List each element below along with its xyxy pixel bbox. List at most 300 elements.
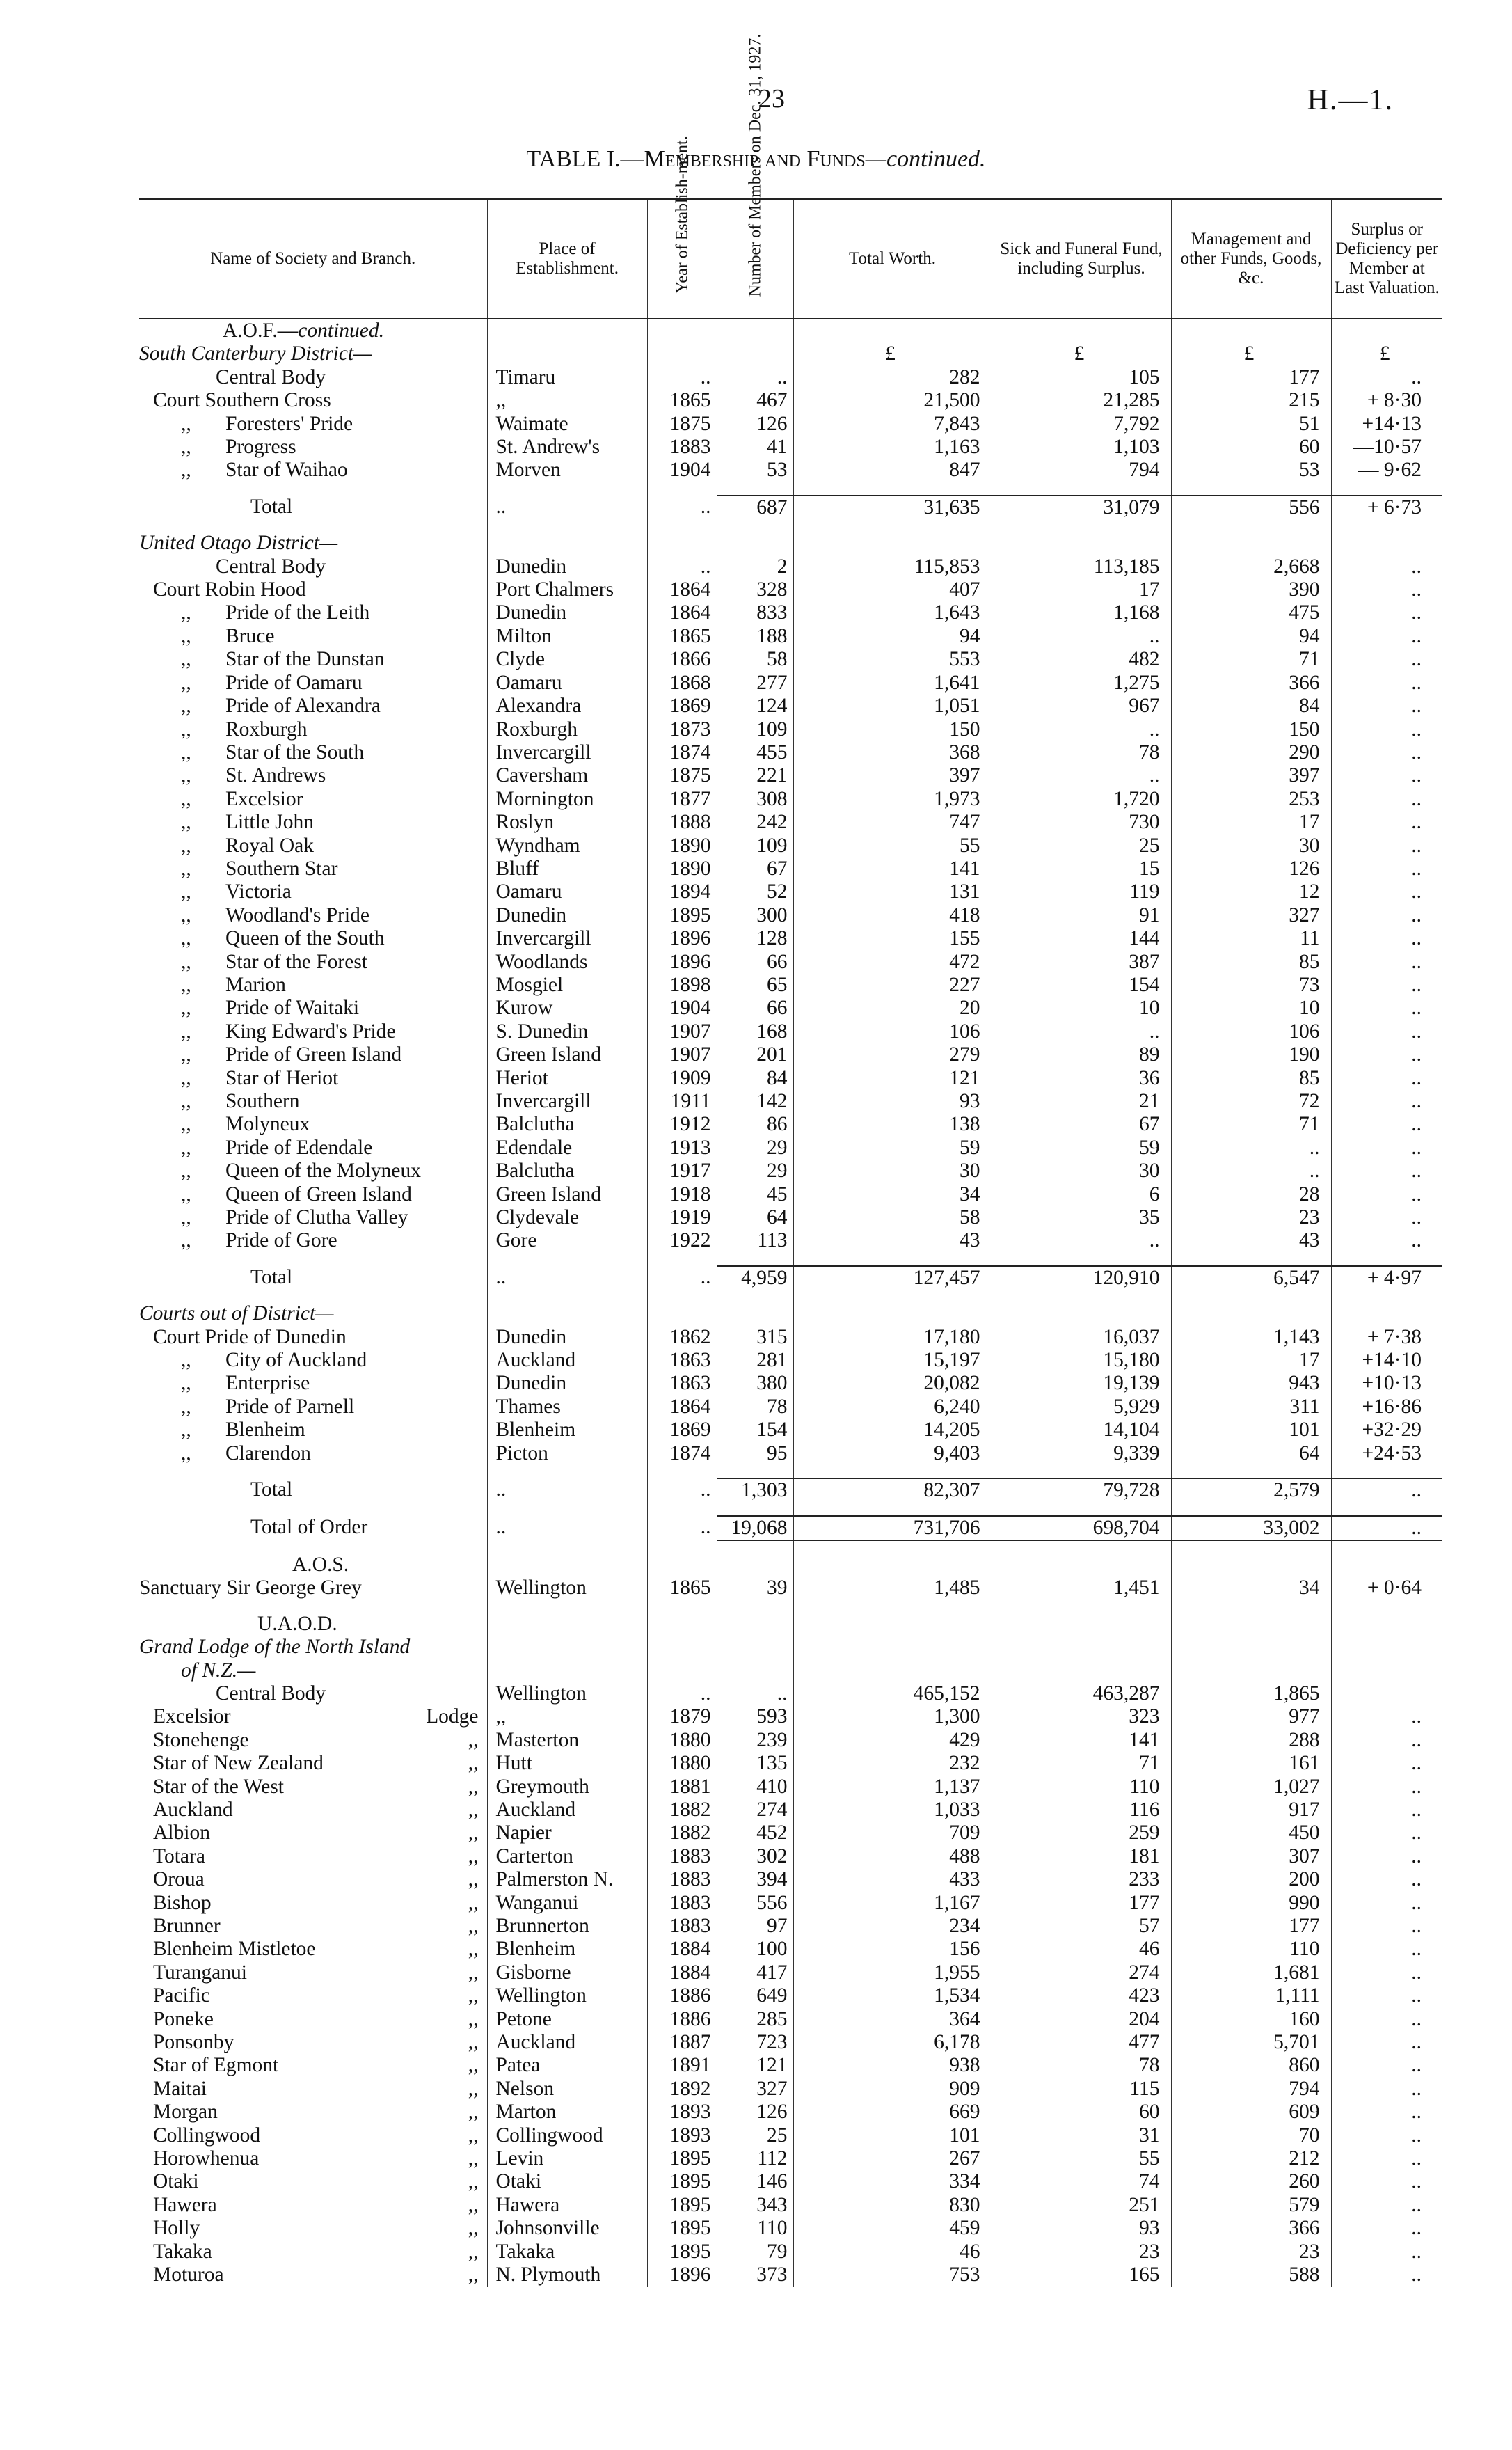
place-cell (487, 2240, 647, 2263)
mgmt-cell: 1,681 (1171, 1961, 1331, 1984)
place-cell (487, 366, 647, 389)
members-cell: 300 (717, 904, 793, 927)
year-cell: 1898 (647, 974, 717, 997)
uaod-heading-empty (717, 1613, 793, 1636)
mgmt-cell: 212 (1171, 2147, 1331, 2170)
sick-cell: 31 (992, 2124, 1171, 2147)
sick-cell: 78 (992, 2054, 1171, 2077)
mgmt-cell: 71 (1171, 1113, 1331, 1136)
year-cell: 1891 (647, 2054, 717, 2077)
table-row (139, 555, 1442, 578)
surplus-cell: .. (1331, 1206, 1442, 1229)
surplus-cell: .. (1331, 1067, 1442, 1090)
place-cell (487, 2124, 647, 2147)
mgmt-cell: 12 (1171, 880, 1331, 903)
worth-cell: 1,485 (793, 1576, 992, 1599)
worth-cell: 14,205 (793, 1418, 992, 1441)
branch-name (139, 880, 487, 903)
sick-cell: 59 (992, 1137, 1171, 1160)
worth-cell: 909 (793, 2078, 992, 2101)
surplus-cell: .. (1331, 1799, 1442, 1821)
spacer-cell (1171, 1600, 1331, 1613)
mgmt-cell: 10 (1171, 997, 1331, 1020)
year-cell: 1863 (647, 1349, 717, 1372)
branch-name-text: Takaka (153, 2240, 212, 2263)
surplus-cell: .. (1331, 1160, 1442, 1183)
spacer-cell (647, 1465, 717, 1478)
aof-heading-label: A.O.F.— (223, 319, 299, 342)
surplus-cell: .. (1331, 2008, 1442, 2031)
table-row (139, 672, 1442, 695)
mgmt-cell: 94 (1171, 625, 1331, 648)
table-row (139, 2124, 1442, 2147)
members-cell: 29 (717, 1137, 793, 1160)
place-text: Oamaru (495, 880, 562, 903)
spacer-cell (793, 1253, 992, 1266)
place-cell (487, 718, 647, 741)
place-text: .. (495, 1265, 507, 1288)
branch-name (139, 1113, 487, 1136)
place-text: Roslyn (495, 811, 555, 834)
aof-heading-text (139, 319, 487, 342)
year-cell: 1895 (647, 2147, 717, 2170)
surplus-cell: +24·53 (1331, 1442, 1442, 1465)
spacer-cell (1331, 1600, 1442, 1613)
worth-cell: 1,051 (793, 695, 992, 718)
sick-cell: 141 (992, 1729, 1171, 1752)
courts-out-heading-text (139, 1302, 487, 1325)
worth-cell: 488 (793, 1845, 992, 1868)
place-text: Port Chalmers (495, 578, 614, 601)
surplus-cell: .. (1331, 578, 1442, 601)
mgmt-cell: 70 (1171, 2124, 1331, 2147)
spacer-cell (139, 1540, 487, 1554)
branch-name (139, 2170, 487, 2193)
mgmt-cell: 579 (1171, 2194, 1331, 2217)
surplus-cell: .. (1331, 625, 1442, 648)
mgmt-cell: 64 (1171, 1442, 1331, 1465)
surplus-cell: .. (1331, 1090, 1442, 1113)
surplus-cell: + 6·73 (1331, 496, 1442, 519)
year-cell: 1864 (647, 578, 717, 601)
members-cell: 66 (717, 951, 793, 974)
members-cell: 556 (717, 1892, 793, 1915)
sick-cell: 1,451 (992, 1576, 1171, 1599)
surplus-cell: +10·13 (1331, 1372, 1442, 1395)
mgmt-cell: 327 (1171, 904, 1331, 927)
surplus-cell: .. (1331, 601, 1442, 624)
members-cell: .. (717, 366, 793, 389)
worth-cell: 127,457 (793, 1266, 992, 1290)
table-row (139, 1576, 1442, 1599)
branch-name-text: Collingwood (153, 2124, 261, 2147)
mgmt-cell: 28 (1171, 1183, 1331, 1206)
aof-heading-empty (717, 319, 793, 342)
branch-name (139, 1266, 487, 1290)
table-row (139, 974, 1442, 997)
spacer-row (139, 1465, 1442, 1478)
place-text: Alexandra (495, 695, 582, 718)
place-text: Blenheim (495, 1938, 576, 1961)
worth-cell: 368 (793, 741, 992, 764)
surplus-cell: .. (1331, 741, 1442, 764)
members-cell: 29 (717, 1160, 793, 1183)
place-text: .. (495, 1515, 507, 1538)
spacer-cell (717, 1503, 793, 1516)
lodge-label: ,, (468, 2101, 479, 2124)
place-text: Wyndham (495, 834, 580, 857)
ditto-mark: ,, (181, 648, 191, 671)
aos-heading-empty (487, 1554, 647, 1576)
mgmt-cell: 23 (1171, 2240, 1331, 2263)
worth-cell: 156 (793, 1938, 992, 1961)
ditto-mark: ,, (181, 1160, 191, 1183)
mgmt-cell: 177 (1171, 366, 1331, 389)
place-cell (487, 880, 647, 903)
year-cell: 1918 (647, 1183, 717, 1206)
year-cell: 1883 (647, 1915, 717, 1938)
year-cell: 1874 (647, 1442, 717, 1465)
sick-cell: 57 (992, 1915, 1171, 1938)
year-cell: 1882 (647, 1799, 717, 1821)
header-members-text: Number of Members on Dec. 31, 1927. (746, 33, 764, 297)
mgmt-cell: 1,865 (1171, 1682, 1331, 1705)
mgmt-cell: 288 (1171, 1729, 1331, 1752)
place-text: Wellington (495, 1984, 587, 2007)
place-cell (487, 459, 647, 482)
table-row (139, 1206, 1442, 1229)
place-cell (487, 835, 647, 858)
branch-name (139, 904, 487, 927)
members-cell: 146 (717, 2170, 793, 2193)
lodge-label: ,, (468, 2124, 479, 2147)
spacer-cell (139, 1253, 487, 1266)
branch-name (139, 578, 487, 601)
year-cell: 1896 (647, 927, 717, 950)
worth-cell: 101 (793, 2124, 992, 2147)
place-text: Wellington (495, 1576, 587, 1599)
sick-cell: 91 (992, 904, 1171, 927)
members-cell: 274 (717, 1799, 793, 1821)
surplus-cell: .. (1331, 366, 1442, 389)
spacer-cell (992, 1600, 1171, 1613)
ditto-mark: ,, (181, 741, 191, 764)
members-cell: 285 (717, 2008, 793, 2031)
place-text: Auckland (495, 1349, 576, 1372)
place-text: ,, (495, 1705, 507, 1728)
surplus-cell: +16·86 (1331, 1396, 1442, 1418)
members-cell: 97 (717, 1915, 793, 1938)
place-cell (487, 1682, 647, 1705)
members-cell: 328 (717, 578, 793, 601)
year-cell: 1883 (647, 1868, 717, 1891)
worth-cell: 1,167 (793, 1892, 992, 1915)
ditto-mark: ,, (181, 671, 191, 694)
surplus-cell: .. (1331, 1705, 1442, 1728)
spacer-cell (1331, 1540, 1442, 1554)
sick-cell: 9,339 (992, 1442, 1171, 1465)
year-cell: 1895 (647, 2240, 717, 2263)
spacer-cell (717, 1290, 793, 1302)
place-cell (487, 2101, 647, 2124)
members-cell: 4,959 (717, 1266, 793, 1290)
sick-cell: 23 (992, 2240, 1171, 2263)
spacer-row (139, 519, 1442, 532)
grand-lodge-heading-2-empty (1331, 1659, 1442, 1682)
place-cell (487, 1229, 647, 1252)
branch-name-text: Star of Waihao (225, 459, 348, 482)
year-cell: .. (647, 366, 717, 389)
spacer-cell (139, 1600, 487, 1613)
branch-name (139, 389, 487, 412)
spacer-cell (1331, 482, 1442, 496)
year-cell: 1862 (647, 1326, 717, 1349)
spacer-cell (1171, 1290, 1331, 1302)
surplus-cell: .. (1331, 2031, 1442, 2054)
table-row (139, 648, 1442, 671)
mgmt-cell: .. (1171, 1160, 1331, 1183)
place-cell (487, 648, 647, 671)
place-text: Balclutha (495, 1160, 575, 1183)
branch-name (139, 1067, 487, 1090)
mgmt-cell: 72 (1171, 1090, 1331, 1113)
united-otago-heading (139, 532, 1442, 555)
table-row (139, 1845, 1442, 1868)
lodge-label: ,, (468, 1938, 479, 1961)
worth-cell: 1,033 (793, 1799, 992, 1821)
year-cell: 1895 (647, 2194, 717, 2217)
members-cell: 142 (717, 1090, 793, 1113)
branch-name (139, 695, 487, 718)
branch-name (139, 459, 487, 482)
members-cell: 417 (717, 1961, 793, 1984)
united-otago-heading-empty (992, 532, 1171, 555)
place-cell (487, 1776, 647, 1799)
worth-cell: 227 (793, 974, 992, 997)
branch-name (139, 1183, 487, 1206)
surplus-cell: .. (1331, 648, 1442, 671)
year-cell: .. (647, 555, 717, 578)
year-cell: 1875 (647, 413, 717, 436)
ditto-mark: ,, (181, 601, 191, 624)
surplus-cell: .. (1331, 1892, 1442, 1915)
worth-cell: 830 (793, 2194, 992, 2217)
sick-cell: 967 (992, 695, 1171, 718)
place-text: Invercargill (495, 1090, 591, 1112)
branch-name-text: Pride of the Leith (225, 601, 370, 624)
worth-cell: 472 (793, 951, 992, 974)
surplus-cell: .. (1331, 2078, 1442, 2101)
mgmt-cell: 84 (1171, 695, 1331, 718)
branch-name-text: Poneke (153, 2007, 214, 2030)
header-surplus: Surplus or Deficiency per Member at Last Valuation. (1331, 199, 1442, 319)
mgmt-cell: 2,668 (1171, 555, 1331, 578)
spacer-cell (487, 482, 647, 496)
surplus-cell: .. (1331, 1821, 1442, 1844)
spacer-cell (992, 1465, 1171, 1478)
members-cell: 302 (717, 1845, 793, 1868)
branch-name-text: Pride of Green Island (225, 1043, 402, 1066)
worth-cell: 9,403 (793, 1442, 992, 1465)
currency-surplus: £ (1331, 342, 1442, 365)
spacer-cell (1171, 1253, 1331, 1266)
surplus-cell (1331, 1682, 1442, 1705)
sick-cell: .. (992, 1020, 1171, 1043)
place-cell (487, 1705, 647, 1728)
lodge-label: ,, (468, 2031, 479, 2054)
members-cell: 343 (717, 2194, 793, 2217)
lodge-label: ,, (468, 1984, 479, 2007)
year-cell: 1882 (647, 1821, 717, 1844)
members-cell: 687 (717, 496, 793, 519)
grand-lodge-heading-empty (647, 1636, 717, 1659)
ditto-mark: ,, (181, 764, 191, 787)
spacer-cell (647, 519, 717, 532)
members-cell: 380 (717, 1372, 793, 1395)
surplus-cell: + 7·38 (1331, 1326, 1442, 1349)
place-cell (487, 927, 647, 950)
table-row (139, 366, 1442, 389)
table-row (139, 835, 1442, 858)
branch-name (139, 625, 487, 648)
branch-name-text: Pride of Parnell (225, 1395, 355, 1418)
branch-name-text: Star of Egmont (153, 2054, 279, 2077)
year-cell: 1895 (647, 904, 717, 927)
ditto-mark: ,, (181, 1113, 191, 1136)
ditto-mark: ,, (181, 1418, 191, 1441)
aos-heading-text (139, 1554, 487, 1576)
worth-cell: 1,534 (793, 1984, 992, 2007)
ditto-mark: ,, (181, 436, 191, 459)
branch-name (139, 858, 487, 880)
mgmt-cell: 2,579 (1171, 1478, 1331, 1502)
surplus-cell: .. (1331, 1478, 1442, 1502)
branch-name-text: Progress (225, 436, 296, 459)
branch-name (139, 648, 487, 671)
year-cell: 1877 (647, 788, 717, 811)
currency-mgmt: £ (1171, 342, 1331, 365)
year-cell: 1912 (647, 1113, 717, 1136)
branch-name-text: Queen of the Molyneux (225, 1160, 421, 1183)
sick-cell: 10 (992, 997, 1171, 1020)
members-cell: 65 (717, 974, 793, 997)
grand-lodge-heading-2-empty (1171, 1659, 1331, 1682)
ditto-mark: ,, (181, 950, 191, 973)
table-body (139, 319, 1442, 2287)
surplus-cell: +14·13 (1331, 413, 1442, 436)
branch-name-text: Enterprise (225, 1372, 310, 1395)
surplus-cell: .. (1331, 1183, 1442, 1206)
branch-name (139, 2240, 487, 2263)
mgmt-cell: 366 (1171, 2217, 1331, 2240)
worth-cell: 669 (793, 2101, 992, 2124)
surplus-cell: .. (1331, 835, 1442, 858)
table-row (139, 1183, 1442, 1206)
members-cell: 113 (717, 1229, 793, 1252)
year-cell: 1904 (647, 459, 717, 482)
members-cell: 833 (717, 601, 793, 624)
header-year-text: Year of Establish-ment. (673, 136, 691, 294)
branch-name-text: Marion (225, 973, 286, 996)
spacer-cell (992, 1290, 1171, 1302)
year-cell: 1869 (647, 1418, 717, 1441)
branch-name-text: Pride of Waitaki (225, 997, 360, 1020)
place-text: Picton (495, 1441, 548, 1464)
spacer-cell (647, 482, 717, 496)
place-cell (487, 1821, 647, 1844)
year-cell: 1896 (647, 2263, 717, 2286)
worth-cell: 407 (793, 578, 992, 601)
place-text: Dunedin (495, 903, 567, 926)
spacer-cell (717, 1600, 793, 1613)
branch-name (139, 2031, 487, 2054)
spacer-cell (139, 1503, 487, 1516)
members-cell: 315 (717, 1326, 793, 1349)
branch-name-text: Sanctuary Sir George Grey (139, 1576, 362, 1599)
place-text: Otaki (495, 2170, 542, 2193)
united-otago-heading-empty (717, 532, 793, 555)
worth-cell: 20,082 (793, 1372, 992, 1395)
branch-name-text: St. Andrews (225, 764, 326, 787)
place-cell (487, 436, 647, 459)
mgmt-cell: 390 (1171, 578, 1331, 601)
place-cell (487, 1752, 647, 1775)
branch-name (139, 2124, 487, 2147)
mgmt-cell: 1,143 (1171, 1326, 1331, 1349)
table-row (139, 1349, 1442, 1372)
spacer-cell (487, 1600, 647, 1613)
branch-name-text: Bishop (153, 1891, 212, 1914)
sick-cell: 78 (992, 741, 1171, 764)
surplus-cell: .. (1331, 2194, 1442, 2217)
branch-name (139, 1915, 487, 1938)
branch-name (139, 1137, 487, 1160)
table-row (139, 695, 1442, 718)
branch-name-text: Blenheim (225, 1418, 305, 1441)
lodge-label: ,, (468, 2193, 479, 2216)
worth-cell: 15,197 (793, 1349, 992, 1372)
place-text: Gore (495, 1229, 537, 1252)
place-cell (487, 1418, 647, 1441)
branch-name-text: Oroua (153, 1868, 205, 1891)
sick-cell: 5,929 (992, 1396, 1171, 1418)
mgmt-cell: 6,547 (1171, 1266, 1331, 1290)
spacer-cell (139, 482, 487, 496)
place-text: Invercargill (495, 741, 591, 764)
place-text: Oamaru (495, 671, 562, 694)
members-cell: 455 (717, 741, 793, 764)
branch-name (139, 1229, 487, 1252)
place-text: Wanganui (495, 1891, 579, 1914)
branch-name-text: King Edward's Pride (225, 1020, 396, 1043)
sick-cell: 30 (992, 1160, 1171, 1183)
members-cell: 593 (717, 1705, 793, 1728)
place-cell (487, 1183, 647, 1206)
year-cell: 1879 (647, 1705, 717, 1728)
mgmt-cell: 366 (1171, 672, 1331, 695)
place-text: Patea (495, 2054, 541, 2077)
worth-cell: 747 (793, 811, 992, 834)
place-cell (487, 496, 647, 519)
branch-name-text: City of Auckland (225, 1349, 367, 1372)
sick-cell: 71 (992, 1752, 1171, 1775)
lodge-label: ,, (468, 2170, 479, 2193)
members-cell: 41 (717, 436, 793, 459)
spacer-cell (717, 1465, 793, 1478)
members-cell: 467 (717, 389, 793, 412)
worth-cell: 43 (793, 1229, 992, 1252)
mgmt-cell: 101 (1171, 1418, 1331, 1441)
